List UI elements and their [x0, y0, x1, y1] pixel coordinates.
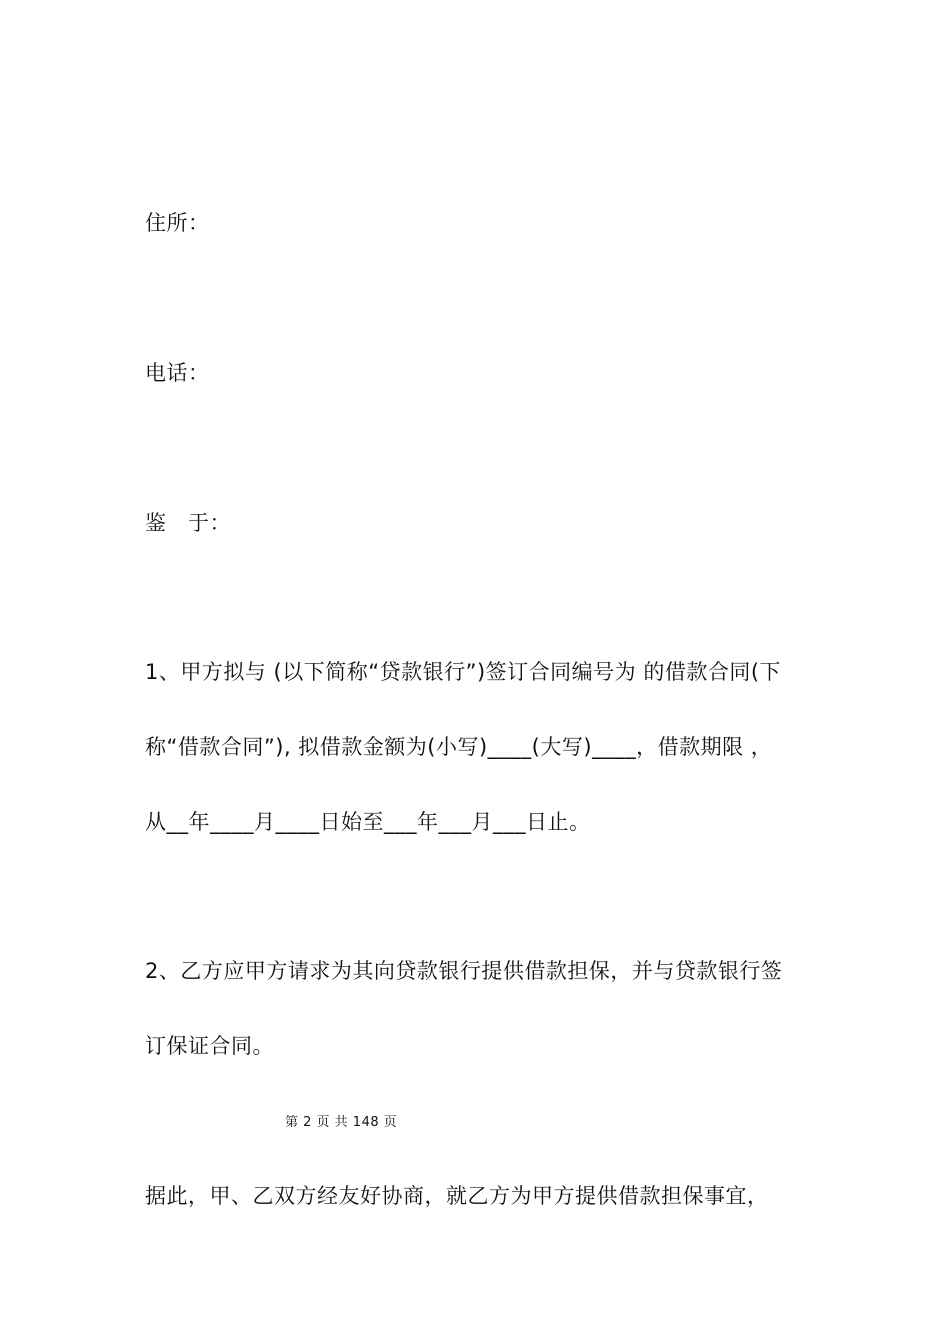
clause-1-line-1: 1、甲方拟与 (以下简称“贷款银行”)签订合同编号为 的借款合同(下 [145, 660, 782, 684]
clause-2-line-2: 订保证合同。 [145, 1034, 274, 1058]
page-number-footer: 第 2 页 共 148 页 [285, 1115, 398, 1130]
address-label: 住所： [145, 211, 210, 235]
clause-1-line-3: 从__年____月____日始至___年___月___日止。 [145, 810, 591, 834]
closing-paragraph-line: 据此，甲、乙双方经友好协商，就乙方为甲方提供借款担保事宜， [145, 1184, 769, 1208]
clause-2-line-1: 2、乙方应甲方请求为其向贷款银行提供借款担保，并与贷款银行签 [145, 959, 783, 983]
clause-1-line-2: 称“借款合同”), 拟借款金额为(小写)____(大写)____，借款期限 ， [145, 735, 773, 759]
whereas-heading: 鉴 于： [145, 511, 231, 535]
phone-label: 电话： [145, 361, 210, 385]
